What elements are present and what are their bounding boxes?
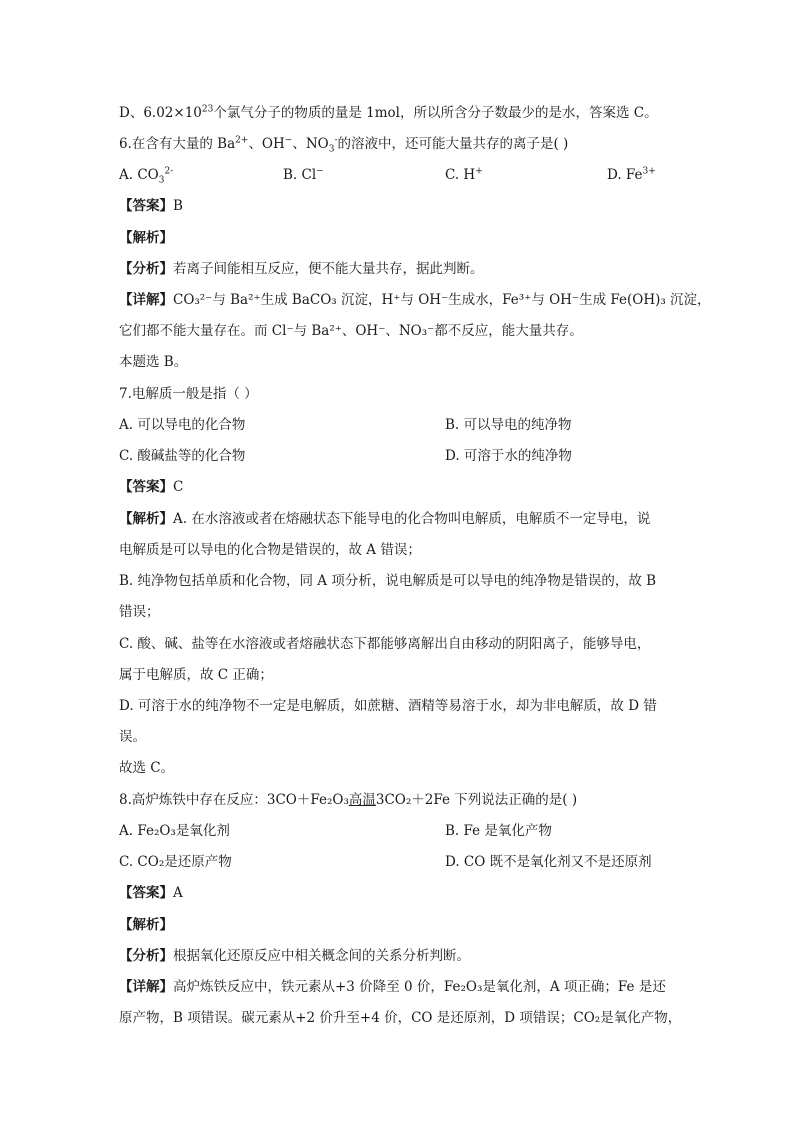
text: 8.高炉炼铁中存在反应：3CO＋Fe₂O₃ <box>119 792 349 808</box>
q7-analysis-line-5: C. 酸、碱、盐等在水溶液或者熔融状态下都能够离解出自由移动的阴阳离子，能够导电， <box>119 636 651 652</box>
q7-option-d: D. 可溶于水的纯净物 <box>445 448 572 464</box>
q7-conclusion: 故选 C。 <box>119 760 175 776</box>
superscript: − <box>316 166 324 177</box>
fenxi-tag: 【分析】 <box>119 261 173 277</box>
text: D. Fe <box>607 167 643 183</box>
detail-text: CO₃²⁻与 Ba²⁺生成 BaCO₃ 沉淀，H⁺与 OH⁻生成水，Fe³⁺与 OH⁻生成 Fe(OH)₃ 沉淀， <box>173 292 711 308</box>
q6-analysis-tag: 【解析】 <box>119 230 173 246</box>
answer-value: C <box>173 479 184 495</box>
analysis-tag: 【解析】 <box>119 511 173 527</box>
text: D、6.02×10 <box>119 105 202 121</box>
q8-fenxi <box>119 947 470 965</box>
answer-tag: 【答案】 <box>119 198 173 214</box>
superscript: 2- <box>164 166 174 177</box>
q6-answer <box>119 197 183 215</box>
q6-option-b <box>283 166 324 184</box>
q7-analysis-line-3: B. 纯净物包括单质和化合物，同 A 项分析，说电解质是可以导电的纯净物是错误的，故 B <box>119 573 657 589</box>
q7-analysis-line-2: 电解质是可以导电的化合物是错误的，故 A 错误； <box>119 542 421 558</box>
text: 6.在含有大量的 Ba <box>119 136 236 152</box>
q8-option-b: B. Fe 是氧化产物 <box>445 823 552 839</box>
fenxi-text: 若离子间能相互反应，便不能大量共存，据此判断。 <box>173 261 484 277</box>
subscript: 3 <box>328 144 335 155</box>
q7-analysis-line-8: 误。 <box>119 729 146 745</box>
detail-tag: 【详解】 <box>119 979 173 995</box>
fenxi-text: 根据氧化还原反应中相关概念间的关系分析判断。 <box>173 948 470 964</box>
answer-tag: 【答案】 <box>119 885 173 901</box>
q8-option-d: D. CO 既不是氧化剂又不是还原剂 <box>445 854 652 870</box>
q8-analysis-tag: 【解析】 <box>119 917 173 933</box>
superscript: − <box>284 135 293 146</box>
q6-option-d <box>607 166 656 184</box>
q6-detail-line-1 <box>119 291 711 309</box>
q6-fenxi <box>119 260 484 278</box>
q7-option-b: B. 可以导电的纯净物 <box>445 417 572 433</box>
text: 个氯气分子的物质的量是 1mol，所以所含分子数最少的是水，答案选 C。 <box>213 105 658 121</box>
q7-option-c: C. 酸碱盐等的化合物 <box>119 448 246 464</box>
reaction-condition: 高温 <box>348 792 376 808</box>
text: 3CO₂＋2Fe 下列说法正确的是( ) <box>375 792 578 808</box>
q6-option-a <box>119 166 173 184</box>
text: 、NO <box>292 136 329 152</box>
q5-option-d-explanation <box>119 104 658 122</box>
q7-stem: 7.电解质一般是指（ ） <box>119 386 258 402</box>
superscript: - <box>334 135 338 146</box>
answer-value: B <box>173 198 183 214</box>
q6-option-c <box>445 166 483 184</box>
q7-analysis-line-6: 属于电解质，故 C 正确； <box>119 667 273 683</box>
q7-answer <box>119 478 183 496</box>
text: A. CO <box>119 167 159 183</box>
text: C. H <box>445 167 476 183</box>
superscript: 23 <box>201 104 214 115</box>
q8-stem <box>119 791 577 809</box>
q7-analysis-line-7: D. 可溶于水的纯净物不一定是电解质，如蔗糖、酒精等易溶于水，却为非电解质，故 D 错 <box>119 698 657 714</box>
analysis-text: A. 在水溶液或者在熔融状态下能导电的化合物叫电解质，电解质不一定导电，说 <box>173 511 651 527</box>
detail-tag: 【详解】 <box>119 292 173 308</box>
q6-stem <box>119 135 568 153</box>
text: B. Cl <box>283 167 317 183</box>
q7-analysis-line-4: 错误； <box>119 604 160 620</box>
subscript: 3 <box>158 175 165 186</box>
answer-value: A <box>173 885 183 901</box>
q8-option-a: A. Fe₂O₃是氧化剂 <box>119 823 230 839</box>
q6-conclusion: 本题选 B。 <box>119 354 188 370</box>
superscript: 2+ <box>235 135 249 146</box>
superscript: 3+ <box>642 166 656 177</box>
superscript: + <box>475 166 483 177</box>
q6-detail-line-2: 它们都不能大量存在。而 Cl⁻与 Ba²⁺、OH⁻、NO₃⁻都不反应，能大量共存。 <box>119 323 583 339</box>
text: 的溶液中，还可能大量共存的离子是( ) <box>337 136 569 152</box>
q7-analysis-line-1 <box>119 510 650 528</box>
q8-detail-line-2: 原产物，B 项错误。碳元素从+2 价升至+4 价，CO 是还原剂，D 项错误；CO₂是氧化产物， <box>119 1010 682 1026</box>
q8-option-c: C. CO₂是还原产物 <box>119 854 232 870</box>
q8-detail-line-1 <box>119 978 666 996</box>
q7-option-a: A. 可以导电的化合物 <box>119 417 246 433</box>
q8-answer <box>119 884 183 902</box>
detail-text: 高炉炼铁反应中，铁元素从+3 价降至 0 价，Fe₂O₃是氧化剂，A 项正确；Fe 是还 <box>173 979 666 995</box>
answer-tag: 【答案】 <box>119 479 173 495</box>
text: 、OH <box>248 136 285 152</box>
fenxi-tag: 【分析】 <box>119 948 173 964</box>
